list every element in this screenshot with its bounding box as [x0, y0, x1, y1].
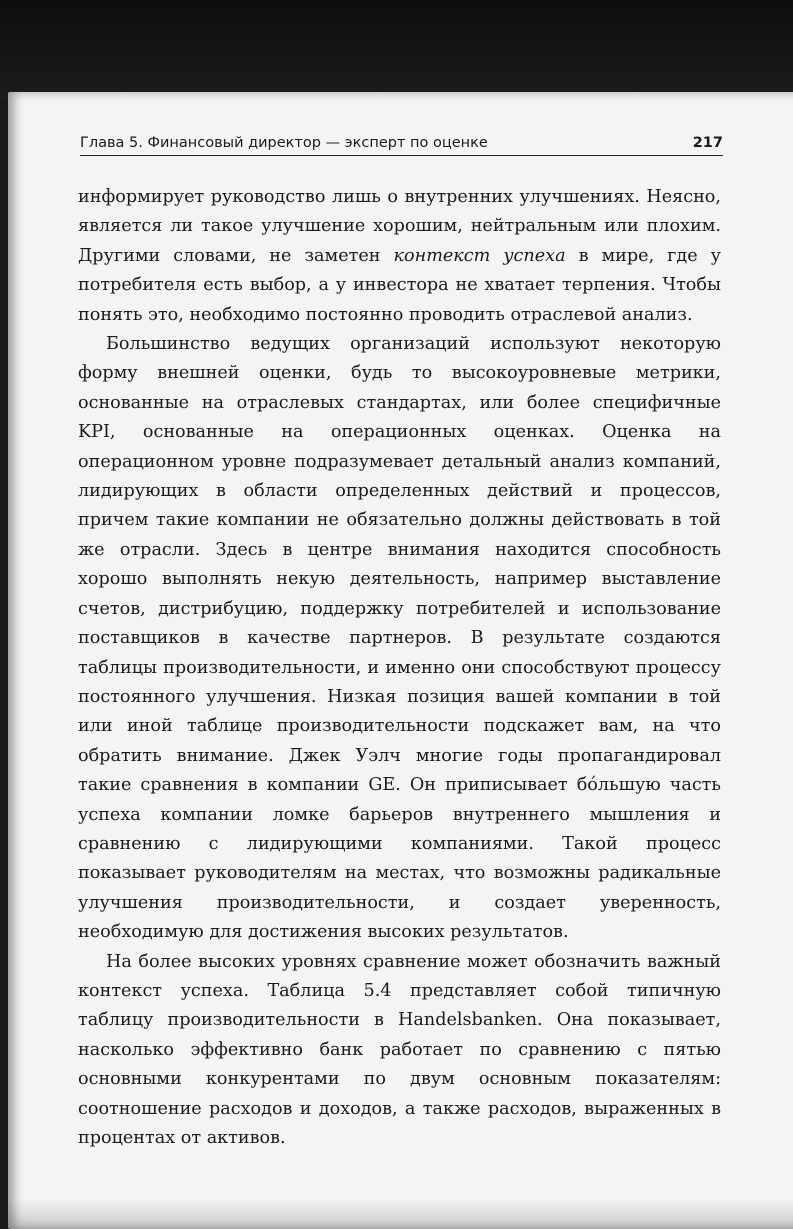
body-text	[78, 183, 721, 1153]
paragraph-1-end: в мире, где у потребителя есть выбор, а у инвестора не хватает терпения. Чтобы понять это, необходимо постоянно проводить отраслевой анализ.	[78, 245, 721, 325]
paragraph-1	[78, 183, 721, 330]
scan-dark-border	[0, 0, 793, 100]
paragraph-2: Большинство ведущих организаций используют некоторую форму внешней оценки, будь то высокоуровневые метрики, основанные на отраслевых стандартах, или более специфичные KPI, основанные на операционных оценках. Оценка на операционном уровне подразумевает детальный анализ компаний, лидирующих в области определенных действий и процессов, причем такие компании не обязательно должны действовать в той же отрасли. Здесь в центре внимания находится способность хорошо выполнять некую деятельность, например выставление счетов, дистрибуцию, поддержку потребителей и использование поставщиков в качестве партнеров. В результате создаются таблицы производительности, и именно они способствуют процессу постоянного улучшения. Низкая позиция вашей компании в той или иной таблице производительности подскажет вам, на что обратить внимание. Джек Уэлч многие годы пропагандировал такие сравнения в компании GE. Он приписывает бóльшую часть успеха компании ломке барьеров внутреннего мышления и сравнению с лидирующими компаниями. Такой процесс показывает руководителям на местах, что возможны радикальные улучшения производительности, и создает уверенность, необходимую для достижения высоких результатов.	[78, 334, 721, 943]
running-header	[80, 133, 723, 156]
chapter-title: Глава 5. Финансовый директор — эксперт по оценке	[80, 135, 488, 151]
emphasis-context-of-success: контекст успеха	[393, 245, 566, 266]
paragraph-1-start: информирует руководство лишь о внутренних улучшениях. Неясно, является ли такое улучшение хорошим, нейтральным или плохим. Другими словами, не заметен	[78, 187, 721, 266]
page-number: 217	[692, 135, 723, 151]
paragraph-3: На более высоких уровнях сравнение может обозначить важный контекст успеха. Таблица 5.4 представляет собой типичную таблицу производительности в Handelsbanken. Она показывает, насколько эффективно банк работает по сравнению с пятью основными конкурентами по двум основным показателям: соотношение расходов и доходов, а также расходов, выраженных в процентах от активов.	[78, 951, 721, 1148]
